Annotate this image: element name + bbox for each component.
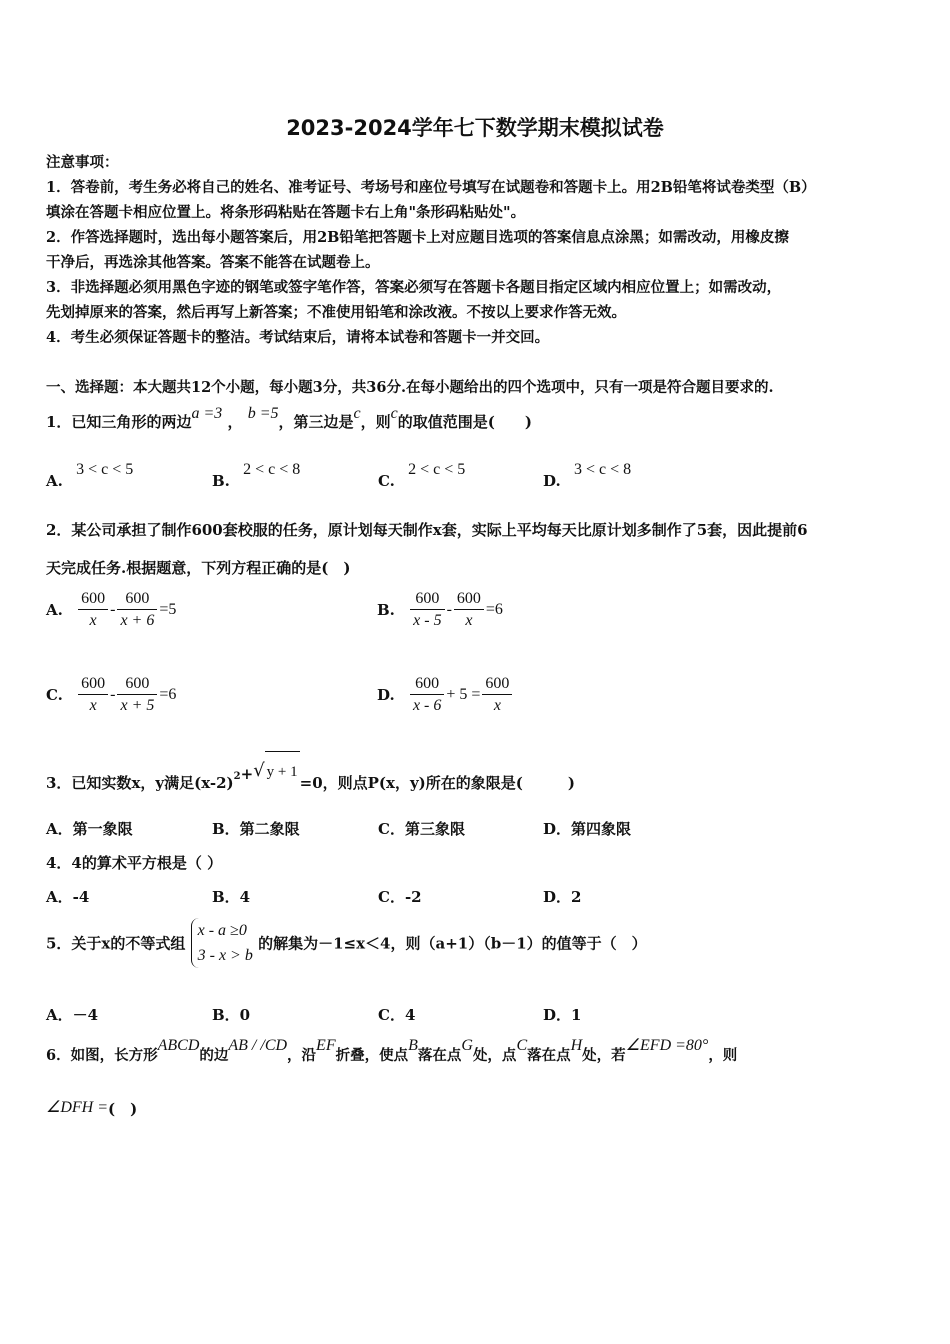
denominator: x — [89, 697, 97, 714]
q2-option-c-label: C. — [46, 686, 63, 704]
q1-option-c-math: 2 < c < 5 — [408, 461, 466, 478]
q6-text-5: 落在点 — [417, 1047, 462, 1064]
note-item-4: 4．考生必须保证答题卡的整洁。考试结束后，请将本试卷和答题卡一并交回。 — [46, 329, 550, 346]
q3-option-c[interactable]: C．第三象限 — [378, 820, 465, 838]
q2-option-d[interactable] — [377, 675, 514, 715]
q1-sep: ， — [227, 413, 243, 431]
q1-option-a[interactable] — [46, 460, 134, 490]
q6-text-9: ，则 — [708, 1047, 738, 1064]
q3-exponent: 2 — [233, 771, 241, 782]
q1-text-4: 的取值范围是( ) — [397, 413, 532, 431]
q2-b-fraction-2 — [454, 590, 484, 630]
denominator: x — [465, 612, 473, 629]
question-5-stem — [46, 918, 647, 968]
q2-a-operator: - — [110, 601, 116, 618]
q1-text-3: ，则 — [360, 413, 391, 431]
q5-text: 5．关于x的不等式组 — [46, 934, 186, 953]
note-item-2-line-2: 干净后，再选涂其他答案。答案不能答在试题卷上。 — [46, 254, 380, 271]
q2-c-fraction-2 — [117, 675, 157, 715]
q5-ineq-2: 3 - x > b — [197, 947, 253, 964]
q1-option-b-label: B. — [212, 472, 230, 490]
q1-option-b[interactable] — [212, 460, 301, 490]
numerator: 600 — [117, 590, 157, 610]
note-item-3-line-1: 3．非选择题必须用黑色字迹的钢笔或签字笔作答，答案必须写在答题卡各题目指定区域内相应位置上；如需改动， — [46, 279, 782, 296]
q2-c-rhs: =6 — [159, 686, 177, 703]
q5-option-a[interactable]: A．－4 — [46, 1006, 99, 1024]
question-1-stem — [46, 404, 532, 441]
q1-option-d-math: 3 < c < 8 — [573, 461, 632, 478]
q6-point-g: G — [461, 1037, 473, 1054]
numerator: 600 — [482, 675, 512, 695]
q6-text-8: 处，若 — [582, 1047, 626, 1064]
q1-option-b-math: 2 < c < 8 — [243, 461, 301, 478]
q1-third-side: c — [353, 405, 361, 422]
q2-option-a[interactable] — [46, 590, 176, 630]
q1-var-c: c — [390, 405, 398, 422]
q5-option-d[interactable]: D．1 — [543, 1006, 582, 1024]
q6-rect-abcd: ABCD — [157, 1037, 200, 1054]
q1-option-d-label: D. — [543, 472, 561, 490]
q2-b-rhs: =6 — [485, 601, 503, 618]
q4-option-a[interactable]: A．-4 — [46, 888, 90, 906]
numerator: 600 — [410, 590, 444, 610]
numerator: 600 — [454, 590, 484, 610]
q1-option-c-label: C. — [378, 472, 395, 490]
q3-text-2: =0，则点P(x，y)所在的象限是( ) — [299, 774, 575, 792]
question-2-line-2: 天完成任务.根据题意，下列方程正确的是( ) — [46, 559, 351, 577]
q4-option-c[interactable]: C．-2 — [378, 888, 422, 906]
denominator: x — [89, 612, 97, 629]
q5-ineq-1: x - a ≥0 — [197, 922, 247, 939]
q1-text-2: ，第三边是 — [278, 413, 354, 431]
notes-heading: 注意事项： — [46, 154, 119, 171]
q1-side-a: a =3 — [191, 405, 223, 422]
denominator: x - 5 — [413, 612, 442, 629]
note-item-2-line-1: 2．作答选择题时，选出每小题答案后，用2B铅笔把答题卡上对应题目选项的答案信息点涂黑；如需改动，用橡皮擦 — [46, 229, 789, 246]
q2-c-fraction-1 — [78, 675, 108, 715]
q2-d-fraction-1 — [410, 675, 444, 715]
q3-option-a[interactable]: A．第一象限 — [46, 820, 133, 838]
q6-angle-efd: ∠EFD =80° — [625, 1037, 709, 1054]
q2-d-fraction-2 — [482, 675, 512, 715]
q1-option-c[interactable] — [378, 460, 466, 490]
q2-option-a-label: A. — [46, 601, 63, 619]
q6-text-3: ，沿 — [287, 1047, 317, 1064]
question-2-line-1: 2．某公司承担了制作600套校服的任务，原计划每天制作x套，实际上平均每天比原计划多制作了5套，因此提前6 — [46, 521, 808, 539]
q3-option-b[interactable]: B．第二象限 — [212, 820, 300, 838]
q6-point-c: C — [516, 1037, 528, 1054]
q2-b-operator: - — [446, 601, 452, 618]
q2-a-fraction-1 — [78, 590, 108, 630]
q6-text-4: 折叠，使点 — [335, 1047, 409, 1064]
q3-plus: + — [240, 765, 254, 783]
q6-text-6: 处，点 — [472, 1047, 517, 1064]
question-4-stem: 4．4的算术平方根是（ ） — [46, 854, 223, 872]
q6-text-2: 的边 — [199, 1047, 229, 1064]
denominator: x - 6 — [412, 697, 442, 714]
q5-option-c[interactable]: C．4 — [378, 1006, 416, 1024]
q1-side-b: b =5 — [247, 405, 279, 422]
q6-angle-dfh: ∠DFH = — [46, 1099, 109, 1116]
q4-option-d[interactable]: D．2 — [543, 888, 582, 906]
q5-inequality-system — [191, 918, 253, 968]
q5-option-b[interactable]: B．0 — [212, 1006, 251, 1024]
q2-d-operator: + 5 = — [446, 686, 481, 703]
q6-text-7: 落在点 — [527, 1047, 571, 1064]
q2-c-operator: - — [110, 686, 116, 703]
q6-fold-ef: EF — [316, 1037, 336, 1054]
section-heading: 一、选择题：本大题共12个小题，每小题3分，共36分.在每小题给出的四个选项中，只有一项是符合题目要求的. — [46, 379, 774, 396]
q4-option-b[interactable]: B．4 — [212, 888, 251, 906]
q1-option-d[interactable] — [543, 460, 632, 490]
note-item-1-line-1: 1．答卷前，考生务必将自己的姓名、准考证号、考场号和座位号填写在试题卷和答题卡上。用2B铅笔将试卷类型（B） — [46, 179, 816, 196]
q3-radicand: y + 1 — [265, 751, 300, 792]
q1-option-a-math: 3 < c < 5 — [76, 461, 134, 478]
q6-text: 6．如图，长方形 — [46, 1047, 158, 1064]
q2-a-rhs: =5 — [159, 601, 177, 618]
sqrt-icon: √ — [253, 760, 265, 781]
question-6-stem — [46, 1036, 737, 1076]
numerator: 600 — [78, 590, 108, 610]
denominator: x + 5 — [120, 697, 155, 714]
numerator: 600 — [410, 675, 444, 695]
q6-point-b: B — [408, 1037, 418, 1054]
question-6-line-2 — [46, 1098, 137, 1119]
q2-option-d-label: D. — [377, 686, 395, 704]
q2-option-b-label: B. — [377, 601, 395, 619]
page-title: 2023-2024学年七下数学期末模拟试卷 — [286, 116, 664, 140]
note-item-1-line-2: 填涂在答题卡相应位置上。将条形码粘贴在答题卡右上角"条形码粘贴处"。 — [46, 204, 526, 221]
q3-option-d[interactable]: D．第四象限 — [543, 820, 632, 838]
numerator: 600 — [78, 675, 108, 695]
q2-option-b[interactable] — [377, 590, 503, 630]
q6-text-10: ( ) — [108, 1100, 138, 1118]
question-3-stem — [46, 760, 575, 804]
q6-parallel: AB / /CD — [228, 1037, 288, 1054]
q3-text: 3．已知实数x，y满足(x-2) — [46, 774, 234, 792]
numerator: 600 — [117, 675, 157, 695]
q2-a-fraction-2 — [117, 590, 157, 630]
q5-text-2: 的解集为－1≤x＜4，则（a+1）（b－1）的值等于（ ） — [258, 934, 647, 953]
q2-b-fraction-1 — [410, 590, 444, 630]
denominator: x + 6 — [120, 612, 155, 629]
denominator: x — [493, 697, 501, 714]
q1-text: 1．已知三角形的两边 — [46, 413, 192, 431]
q6-point-h: H — [570, 1037, 583, 1054]
q2-option-c[interactable] — [46, 675, 176, 715]
q1-option-a-label: A. — [46, 472, 63, 490]
note-item-3-line-2: 先划掉原来的答案，然后再写上新答案；不准使用铅笔和涂改液。不按以上要求作答无效。 — [46, 304, 626, 321]
